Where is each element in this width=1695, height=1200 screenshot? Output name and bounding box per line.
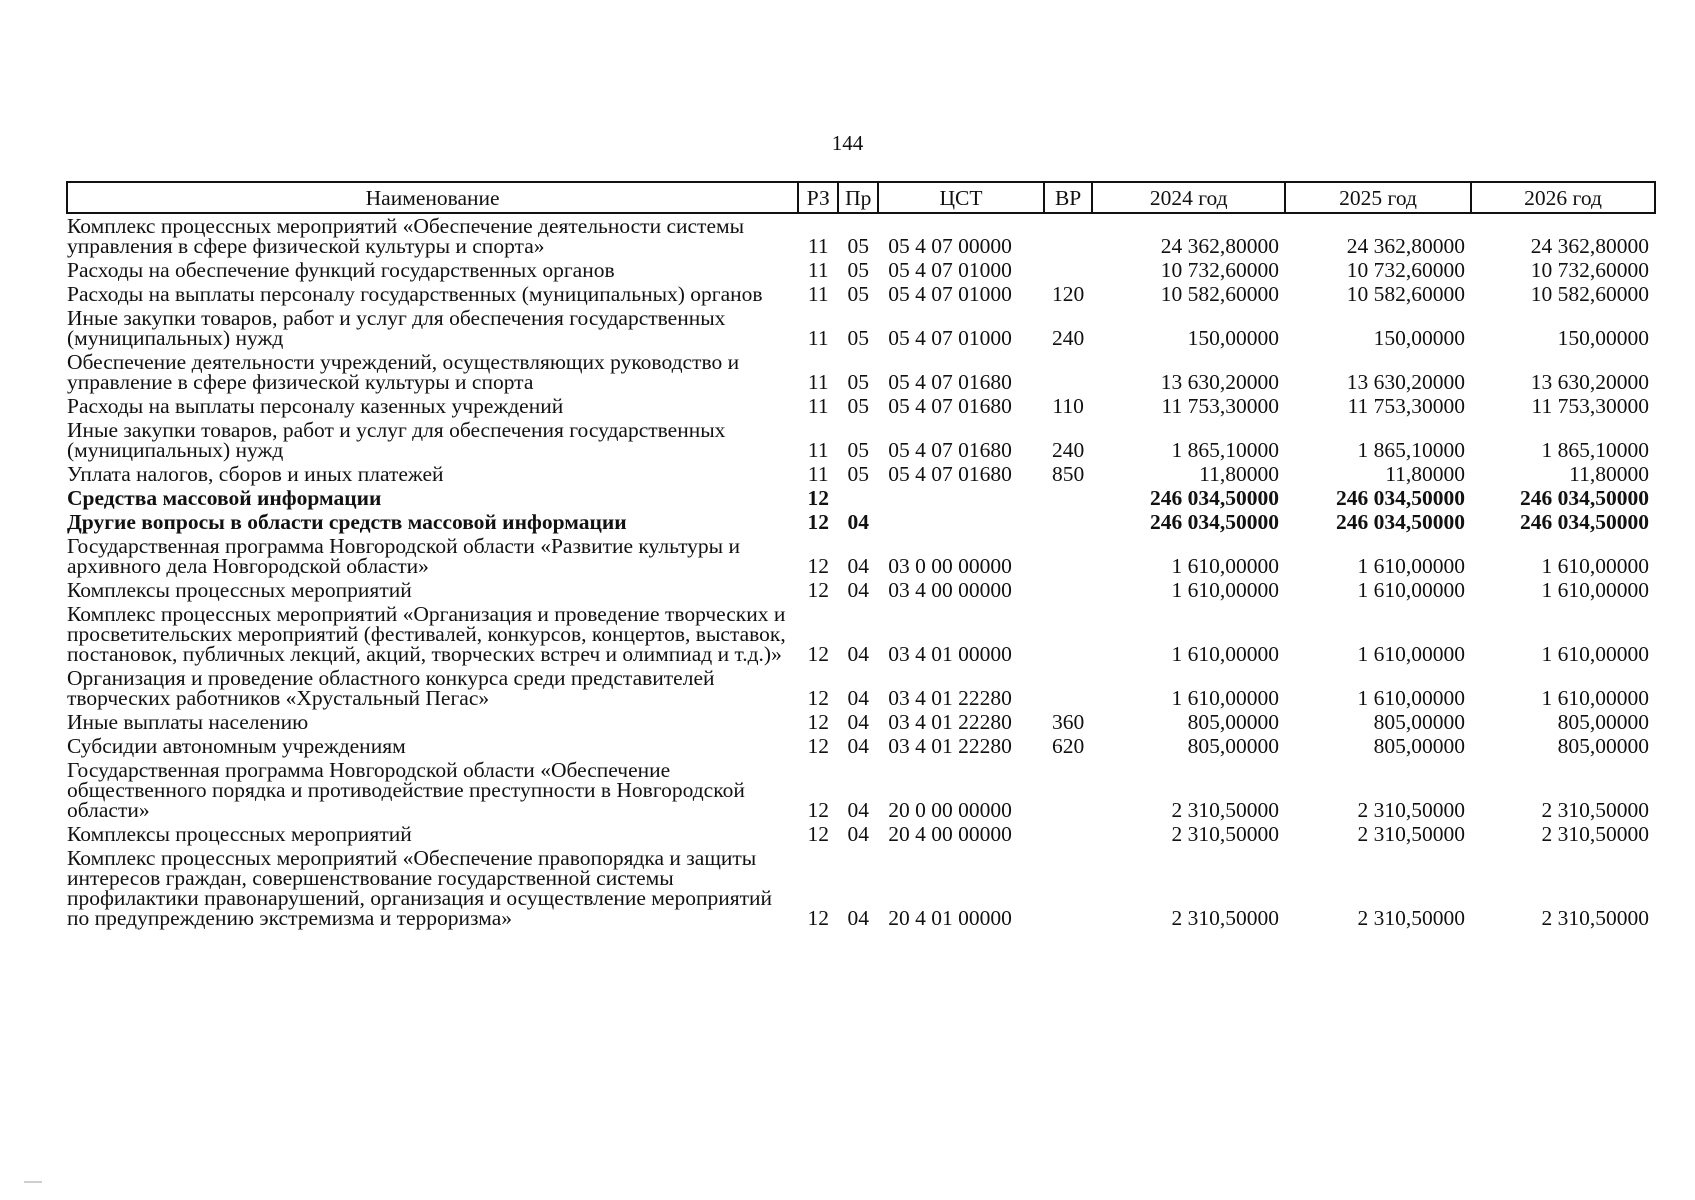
- cell-name: Комплекс процессных мероприятий «Обеспечение деятельности системы управления в сфере физической культуры и спорта»: [67, 214, 745, 258]
- cell-vr: 240: [1051, 438, 1085, 462]
- page-number: 144: [831, 131, 864, 155]
- cell-2024: 150,00000: [1187, 326, 1279, 350]
- table-row: [67, 534, 1655, 578]
- scan-artifact: [24, 1181, 42, 1183]
- cell-2025: 1 610,00000: [1357, 686, 1466, 710]
- header-2025: 2025 год: [1285, 182, 1471, 213]
- header-cst: ЦСТ: [878, 182, 1044, 213]
- cell-pr: 05: [847, 258, 870, 282]
- cell-pr: 04: [847, 710, 870, 734]
- cell-2025: 13 630,20000: [1346, 370, 1466, 394]
- cell-name: Иные выплаты населению: [67, 710, 309, 734]
- header-vr: ВР: [1044, 182, 1093, 213]
- cell-2024: 1 865,10000: [1171, 438, 1279, 462]
- cell-cst: 05 4 07 01680: [888, 370, 1012, 394]
- cell-cst: [878, 486, 1044, 510]
- table-row: [67, 734, 1655, 758]
- cell-2025: 2 310,50000: [1357, 798, 1466, 822]
- cell-pr: 04: [847, 798, 870, 822]
- cell-2024: 1 610,00000: [1171, 578, 1279, 602]
- cell-2026: 11,80000: [1569, 462, 1649, 486]
- cell-pr: 04: [847, 906, 870, 930]
- cell-2024: 2 310,50000: [1171, 798, 1279, 822]
- cell-pr: 05: [847, 370, 870, 394]
- cell-cst: 05 4 07 01000: [888, 258, 1012, 282]
- cell-vr: [1044, 822, 1093, 846]
- cell-rz: 12: [807, 486, 829, 510]
- cell-2024: 2 310,50000: [1171, 906, 1279, 930]
- cell-pr: 04: [847, 578, 870, 602]
- cell-2024: 805,00000: [1187, 710, 1279, 734]
- cell-2026: 2 310,50000: [1541, 822, 1649, 846]
- cell-cst: 05 4 07 01680: [888, 438, 1012, 462]
- cell-cst: 03 4 01 22280: [888, 686, 1012, 710]
- table-row: [67, 846, 1655, 930]
- cell-pr: 04: [847, 822, 870, 846]
- cell-name: Расходы на выплаты персоналу казенных учреждений: [67, 394, 564, 418]
- cell-rz: 11: [807, 258, 829, 282]
- cell-2026: 11 753,30000: [1531, 394, 1649, 418]
- header-2026: 2026 год: [1471, 182, 1655, 213]
- cell-name: Другие вопросы в области средств массовой информации: [67, 510, 627, 534]
- cell-rz: 11: [807, 438, 829, 462]
- cell-rz: 12: [807, 822, 829, 846]
- cell-vr: [1044, 602, 1093, 666]
- cell-cst: 05 4 07 01000: [888, 326, 1012, 350]
- cell-rz: 12: [807, 510, 829, 534]
- cell-2026: 805,00000: [1557, 710, 1649, 734]
- cell-rz: 12: [807, 734, 829, 758]
- cell-cst: [878, 510, 1044, 534]
- cell-2026: 246 034,50000: [1520, 486, 1649, 510]
- cell-2024: 10 582,60000: [1160, 282, 1279, 306]
- cell-vr: [1044, 846, 1093, 930]
- cell-2025: 11,80000: [1385, 462, 1466, 486]
- table-row: [67, 306, 1655, 350]
- cell-2026: 2 310,50000: [1541, 906, 1649, 930]
- cell-cst: 03 0 00 00000: [888, 554, 1012, 578]
- cell-2024: 246 034,50000: [1150, 510, 1279, 534]
- cell-rz: 11: [807, 394, 829, 418]
- cell-rz: 12: [807, 710, 829, 734]
- cell-name: Организация и проведение областного конкурса среди представителей творческих работников «Хрустальный Пегас»: [67, 666, 715, 710]
- cell-2026: 1 610,00000: [1541, 554, 1649, 578]
- cell-vr: [1044, 510, 1093, 534]
- cell-2024: 10 732,60000: [1160, 258, 1279, 282]
- table-row: [67, 213, 1655, 258]
- table-row: [67, 486, 1655, 510]
- table-row: [67, 602, 1655, 666]
- cell-2025: 11 753,30000: [1347, 394, 1466, 418]
- cell-name: Расходы на выплаты персоналу государственных (муниципальных) органов: [67, 282, 763, 306]
- cell-2026: 150,00000: [1557, 326, 1649, 350]
- cell-pr: 04: [847, 734, 870, 758]
- cell-rz: 12: [807, 906, 829, 930]
- cell-pr: 04: [847, 510, 870, 534]
- cell-cst: 03 4 01 00000: [888, 642, 1012, 666]
- cell-name: Иные закупки товаров, работ и услуг для обеспечения государственных (муниципальных) нужд: [67, 418, 726, 462]
- table-row: [67, 510, 1655, 534]
- cell-2026: 1 610,00000: [1541, 686, 1649, 710]
- table-row: [67, 394, 1655, 418]
- cell-2025: 150,00000: [1373, 326, 1466, 350]
- cell-2025: 805,00000: [1373, 710, 1466, 734]
- cell-rz: 11: [807, 282, 829, 306]
- cell-vr: 620: [1051, 734, 1085, 758]
- cell-pr: 05: [847, 438, 870, 462]
- cell-cst: 05 4 07 01000: [888, 282, 1012, 306]
- cell-vr: [1044, 350, 1093, 394]
- table-header: [67, 182, 1655, 213]
- cell-2026: 1 865,10000: [1541, 438, 1649, 462]
- cell-pr: 05: [847, 282, 870, 306]
- cell-name: Государственная программа Новгородской области «Развитие культуры и архивного дела Новгородской области»: [67, 534, 741, 578]
- cell-2026: 24 362,80000: [1530, 234, 1649, 258]
- cell-2024: 24 362,80000: [1160, 234, 1279, 258]
- cell-rz: 11: [807, 370, 829, 394]
- cell-rz: 11: [807, 462, 829, 486]
- cell-2026: 13 630,20000: [1530, 370, 1649, 394]
- cell-vr: [1044, 213, 1093, 258]
- cell-2026: 1 610,00000: [1541, 578, 1649, 602]
- cell-pr: 05: [847, 394, 870, 418]
- cell-pr: 04: [847, 642, 870, 666]
- cell-2025: 24 362,80000: [1346, 234, 1466, 258]
- cell-2025: 2 310,50000: [1357, 822, 1466, 846]
- cell-pr: 05: [847, 326, 870, 350]
- cell-name: Иные закупки товаров, работ и услуг для обеспечения государственных (муниципальных) нужд: [67, 306, 726, 350]
- cell-cst: 20 0 00 00000: [888, 798, 1012, 822]
- cell-rz: 12: [807, 642, 829, 666]
- cell-vr: [1044, 758, 1093, 822]
- cell-rz: 11: [807, 234, 829, 258]
- cell-2025: 10 732,60000: [1346, 258, 1466, 282]
- cell-name: Обеспечение деятельности учреждений, осуществляющих руководство и управление в сфере физической культуры и спорта: [67, 350, 740, 394]
- cell-2025: 10 582,60000: [1346, 282, 1466, 306]
- cell-vr: [1044, 578, 1093, 602]
- table-row: [67, 758, 1655, 822]
- table-row: [67, 282, 1655, 306]
- cell-2026: 805,00000: [1557, 734, 1649, 758]
- cell-cst: 20 4 01 00000: [888, 906, 1012, 930]
- cell-2026: 10 732,60000: [1530, 258, 1649, 282]
- cell-vr: 360: [1051, 710, 1085, 734]
- cell-2026: 246 034,50000: [1520, 510, 1649, 534]
- table-row: [67, 822, 1655, 846]
- cell-pr: 05: [847, 462, 870, 486]
- cell-2025: 246 034,50000: [1336, 486, 1466, 510]
- table-row: [67, 350, 1655, 394]
- cell-cst: 03 4 01 22280: [888, 734, 1012, 758]
- header-2024: 2024 год: [1092, 182, 1285, 213]
- cell-vr: 240: [1051, 326, 1085, 350]
- cell-2024: 11,80000: [1199, 462, 1279, 486]
- table-row: [67, 462, 1655, 486]
- cell-2025: 2 310,50000: [1357, 906, 1466, 930]
- cell-name: Комплекс процессных мероприятий «Обеспечение правопорядка и защиты интересов граждан, совершенствование государственной системы профилактики правонарушений, организация и осуществление мероприятий по предупреждению экстремизма и терроризма»: [67, 846, 772, 930]
- cell-2025: 1 610,00000: [1357, 554, 1466, 578]
- cell-2025: 1 865,10000: [1357, 438, 1466, 462]
- cell-name: Государственная программа Новгородской области «Обеспечение общественного порядка и противодействие преступности в Новгородской области»: [67, 758, 745, 822]
- cell-cst: 03 4 01 22280: [888, 710, 1012, 734]
- cell-2026: 10 582,60000: [1530, 282, 1649, 306]
- cell-name: Субсидии автономным учреждениям: [67, 734, 406, 758]
- cell-name: Комплексы процессных мероприятий: [67, 578, 412, 602]
- header-rz: РЗ: [798, 182, 838, 213]
- cell-2026: 2 310,50000: [1541, 798, 1649, 822]
- cell-rz: 12: [807, 578, 829, 602]
- cell-vr: 110: [1052, 394, 1084, 418]
- cell-2024: 1 610,00000: [1171, 642, 1279, 666]
- cell-2024: 1 610,00000: [1171, 686, 1279, 710]
- cell-name: Средства массовой информации: [67, 486, 382, 510]
- cell-vr: [1044, 486, 1093, 510]
- cell-cst: 20 4 00 00000: [888, 822, 1012, 846]
- cell-vr: 850: [1051, 462, 1085, 486]
- cell-rz: 12: [807, 798, 829, 822]
- cell-2024: 2 310,50000: [1171, 822, 1279, 846]
- cell-2024: 246 034,50000: [1150, 486, 1279, 510]
- cell-vr: [1044, 666, 1093, 710]
- cell-vr: 120: [1051, 282, 1085, 306]
- cell-cst: 05 4 07 01680: [888, 462, 1012, 486]
- cell-name: Расходы на обеспечение функций государственных органов: [67, 258, 615, 282]
- cell-2024: 1 610,00000: [1171, 554, 1279, 578]
- cell-pr: [838, 486, 878, 510]
- cell-name: Комплексы процессных мероприятий: [67, 822, 412, 846]
- cell-name: Уплата налогов, сборов и иных платежей: [67, 462, 444, 486]
- cell-rz: 12: [807, 554, 829, 578]
- cell-vr: [1044, 258, 1093, 282]
- cell-2024: 11 753,30000: [1161, 394, 1279, 418]
- table-row: [67, 258, 1655, 282]
- cell-cst: 03 4 00 00000: [888, 578, 1012, 602]
- cell-vr: [1044, 534, 1093, 578]
- cell-name: Комплекс процессных мероприятий «Организация и проведение творческих и просветительских мероприятий (фестивалей, конкурсов, концертов, выставок, постановок, публичных лекций, акций, творческих встреч и олимпиад и т.д.)»: [67, 602, 786, 666]
- budget-table: [66, 181, 1656, 930]
- table-row: [67, 666, 1655, 710]
- cell-2026: 1 610,00000: [1541, 642, 1649, 666]
- table-row: [67, 710, 1655, 734]
- cell-rz: 11: [807, 326, 829, 350]
- cell-2024: 805,00000: [1187, 734, 1279, 758]
- cell-2025: 246 034,50000: [1336, 510, 1466, 534]
- cell-2024: 13 630,20000: [1160, 370, 1279, 394]
- cell-cst: 05 4 07 01680: [888, 394, 1012, 418]
- cell-pr: 04: [847, 686, 870, 710]
- header-row: [67, 182, 1655, 213]
- cell-pr: 05: [847, 234, 870, 258]
- table-row: [67, 578, 1655, 602]
- cell-2025: 1 610,00000: [1357, 578, 1466, 602]
- cell-2025: 1 610,00000: [1357, 642, 1466, 666]
- cell-pr: 04: [847, 554, 870, 578]
- cell-cst: 05 4 07 00000: [888, 234, 1012, 258]
- header-name: Наименование: [67, 182, 798, 213]
- cell-2025: 805,00000: [1373, 734, 1466, 758]
- cell-rz: 12: [807, 686, 829, 710]
- table-body: [67, 213, 1655, 930]
- table-row: [67, 418, 1655, 462]
- header-pr: Пр: [838, 182, 878, 213]
